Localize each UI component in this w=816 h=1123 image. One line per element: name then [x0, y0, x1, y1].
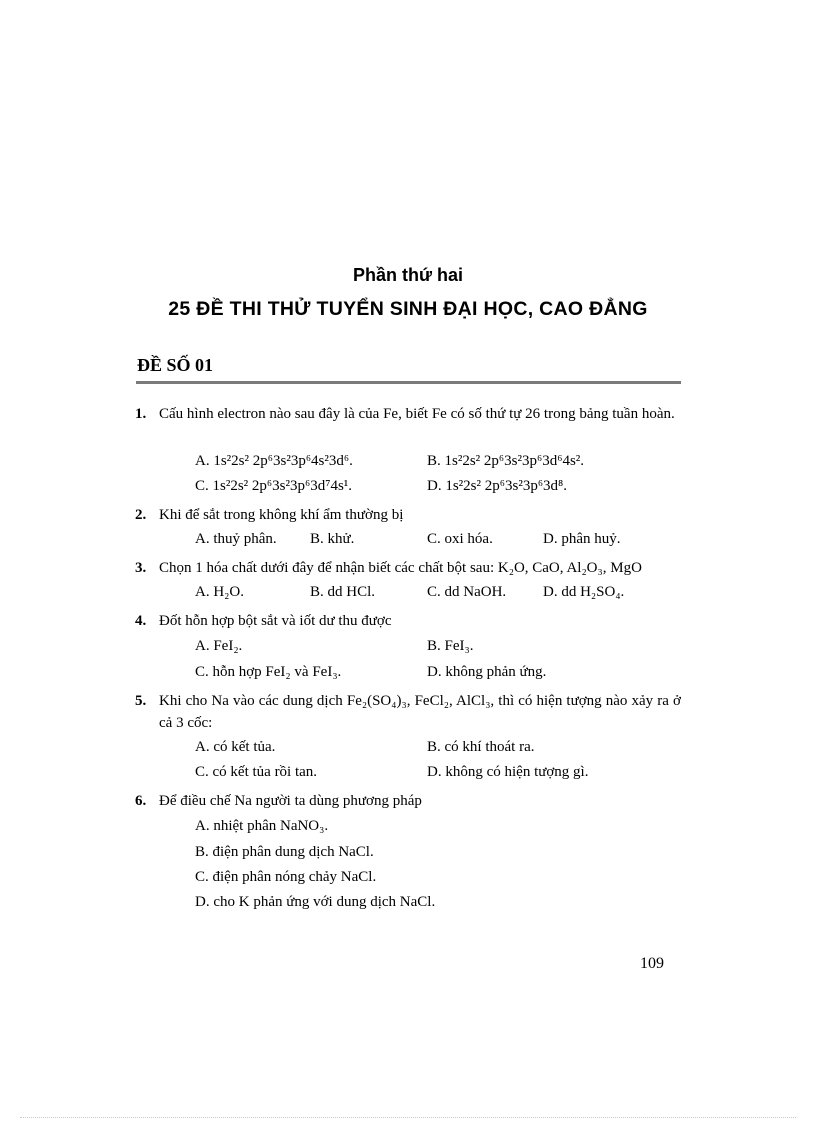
- option-d: D. phân huỷ.: [543, 531, 621, 547]
- question-5: [135, 690, 681, 734]
- option-a: A. H₂O.: [195, 584, 244, 600]
- option-c: C. oxi hóa.: [427, 531, 493, 547]
- option-c: C. điện phân nóng chảy NaCl.: [195, 869, 377, 885]
- question-1: [135, 403, 681, 425]
- option-d: D. không có hiện tượng gì.: [427, 764, 589, 780]
- part-heading: Phần thứ hai: [352, 265, 464, 285]
- option-a: A. FeI₂.: [195, 638, 243, 654]
- option-b: B. khử.: [310, 531, 355, 547]
- exam-title: ĐỀ SỐ 01: [137, 355, 214, 375]
- option-a: A. nhiệt phân NaNO₃.: [195, 818, 329, 834]
- page-number: 109: [640, 955, 664, 972]
- main-title: 25 ĐỀ THI THỬ TUYỂN SINH ĐẠI HỌC, CAO ĐẲNG: [168, 298, 648, 320]
- question-number: 4.: [135, 613, 147, 629]
- question-text: Khi để sắt trong không khí ẩm thường bị: [159, 507, 404, 523]
- question-text: Để điều chế Na người ta dùng phương pháp: [159, 793, 422, 809]
- question-6: [135, 790, 681, 812]
- option-b: B. có khí thoát ra.: [427, 739, 535, 755]
- option-a: A. 1s²2s² 2p⁶3s²3p⁶4s²3d⁶.: [195, 453, 353, 469]
- question-4: [135, 610, 681, 632]
- question-number: 2.: [135, 507, 147, 523]
- question-2: [135, 504, 681, 526]
- option-b: B. dd HCl.: [310, 584, 376, 600]
- question-number: 6.: [135, 793, 147, 809]
- option-c: C. dd NaOH.: [427, 584, 507, 600]
- question-text: Cấu hình electron nào sau đây là của Fe, biết Fe có số thứ tự 26 trong bảng tuần hoàn.: [159, 406, 675, 422]
- option-a: A. thuỷ phân.: [195, 531, 277, 547]
- option-a: A. có kết tủa.: [195, 739, 276, 755]
- question-3: [135, 557, 681, 579]
- question-text: Chọn 1 hóa chất dưới đây để nhận biết các chất bột sau: K₂O, CaO, Al₂O₃, MgO: [159, 560, 642, 576]
- question-number: 1.: [135, 406, 147, 422]
- question-number: 5.: [135, 693, 147, 709]
- option-d: D. cho K phản ứng với dung dịch NaCl.: [195, 894, 436, 910]
- option-c: C. có kết tủa rồi tan.: [195, 764, 318, 780]
- option-d: D. không phản ứng.: [427, 664, 547, 680]
- question-text: Khi cho Na vào các dung dịch Fe₂(SO₄)₃, FeCl₂, AlCl₃, thì có hiện tượng nào xảy ra ở cả 3 cốc:: [159, 693, 681, 731]
- option-c: C. 1s²2s² 2p⁶3s²3p⁶3d⁷4s¹.: [195, 478, 353, 494]
- page-edge-dotted-line: [20, 1117, 796, 1118]
- question-number: 3.: [135, 560, 147, 576]
- option-d: D. 1s²2s² 2p⁶3s²3p⁶3d⁸.: [427, 478, 568, 494]
- option-c: C. hỗn hợp FeI₂ và FeI₃.: [195, 664, 342, 680]
- option-b: B. điện phân dung dịch NaCl.: [195, 844, 374, 860]
- option-b: B. 1s²2s² 2p⁶3s²3p⁶3d⁶4s².: [427, 453, 585, 469]
- option-b: B. FeI₃.: [427, 638, 474, 654]
- question-text: Đốt hỗn hợp bột sắt và iốt dư thu được: [159, 613, 392, 629]
- title-divider: [136, 381, 681, 384]
- option-d: D. dd H₂SO₄.: [543, 584, 625, 600]
